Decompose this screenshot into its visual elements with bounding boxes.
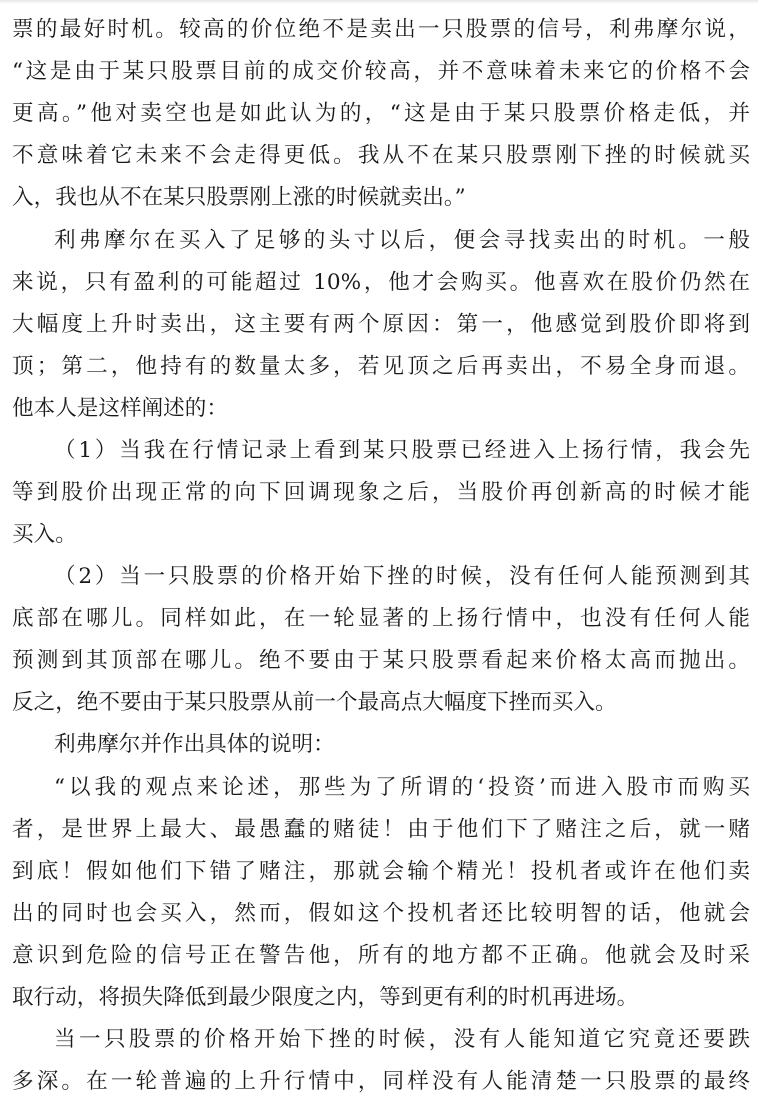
- text-line-20: 者，是世界上最大、最愚蠢的赌徒！由于他们下了赌注之后，就一赌: [12, 817, 750, 842]
- text-line-13: 买入。: [12, 522, 77, 547]
- text-line-17: 反之，绝不要由于某只股票从前一个最高点大幅度下挫而买入。: [12, 690, 617, 715]
- text-line-4: 不意味着它未来不会走得更低。我从不在某只股票刚下挫的时候就买: [12, 143, 750, 168]
- page-top-edge: [0, 0, 758, 4]
- text-line-25: 当一只股票的价格开始下挫的时候，没有人能知道它究竟还要跌: [54, 1027, 750, 1052]
- text-line-16: 预测到其顶部在哪儿。绝不要由于某只股票看起来价格太高而抛出。: [12, 648, 750, 673]
- text-line-14: （2）当一只股票的价格开始下挫的时候，没有任何人能预测到其: [54, 564, 750, 589]
- text-line-15: 底部在哪儿。同样如此，在一轮显著的上扬行情中，也没有任何人能: [12, 606, 750, 631]
- text-line-18: 利弗摩尔并作出具体的说明：: [54, 732, 335, 757]
- text-line-9: 顶；第二，他持有的数量太多，若见顶之后再卖出，不易全身而退。: [12, 354, 750, 379]
- text-line-11: （1）当我在行情记录上看到某只股票已经进入上扬行情，我会先: [54, 438, 750, 463]
- text-line-3: 更高。”他对卖空也是如此认为的，“这是由于某只股票价格走低，并: [12, 101, 750, 126]
- text-line-1: 票的最好时机。较高的价位绝不是卖出一只股票的信号，利弗摩尔说，: [12, 17, 750, 42]
- text-line-21: 到底！假如他们下错了赌注，那就会输个精光！投机者或许在他们卖: [12, 859, 750, 884]
- text-line-2: “这是由于某只股票目前的成交价较高，并不意味着未来它的价格不会: [12, 59, 750, 84]
- text-line-6: 利弗摩尔在买入了足够的头寸以后，便会寻找卖出的时机。一般: [54, 228, 750, 253]
- text-line-22: 出的同时也会买入，然而，假如这个投机者还比较明智的话，他就会: [12, 901, 750, 926]
- text-line-23: 意识到危险的信号正在警告他，所有的地方都不正确。他就会及时采: [12, 943, 750, 968]
- text-line-7: 来说，只有盈利的可能超过 10%，他才会购买。他喜欢在股价仍然在: [12, 270, 750, 295]
- text-line-8: 大幅度上升时卖出，这主要有两个原因：第一，他感觉到股价即将到: [12, 312, 750, 337]
- text-line-19: “以我的观点来论述，那些为了所谓的‘投资’而进入股市而购买: [54, 775, 750, 800]
- text-line-24: 取行动，将损失降低到最少限度之内，等到更有利的时机再进场。: [12, 985, 639, 1010]
- text-line-12: 等到股价出现正常的向下回调现象之后，当股价再创新高的时候才能: [12, 480, 750, 505]
- text-line-5: 入，我也从不在某只股票刚上涨的时候就卖出。”: [12, 185, 466, 210]
- text-line-10: 他本人是这样阐述的：: [12, 396, 228, 421]
- text-line-26: 多深。在一轮普遍的上升行情中，同样没有人能清楚一只股票的最终: [12, 1069, 750, 1094]
